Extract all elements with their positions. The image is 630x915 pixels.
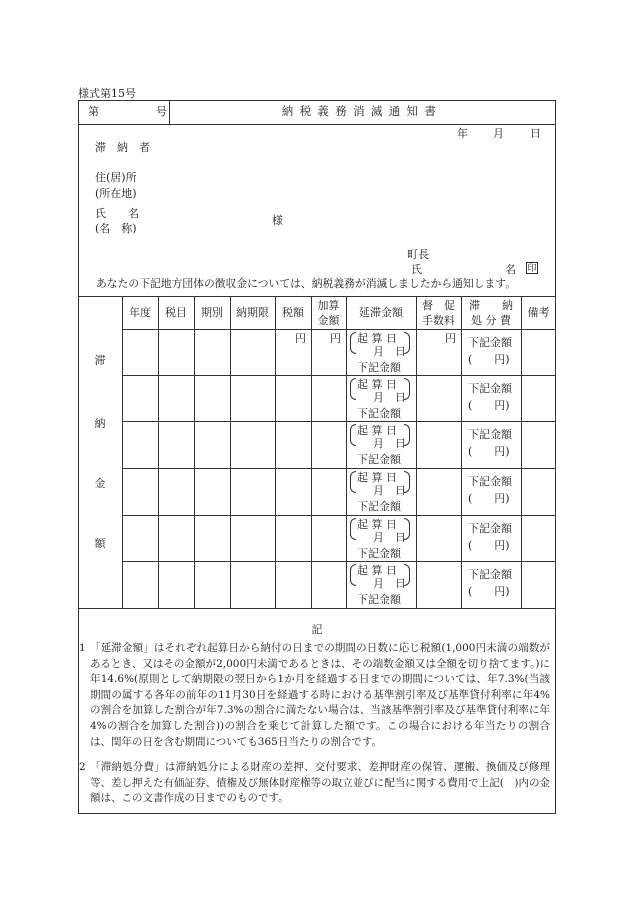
header-entai: 延滞金額: [359, 306, 403, 319]
shobun-kaki: 下記金額: [468, 382, 512, 395]
entai-tsukihi: 月 日: [373, 484, 406, 497]
shobun-kaki: 下記金額: [468, 336, 512, 349]
notice-statement: あなたの下記地方団体の徴収金については、納税義務が消滅しましたから通知します。: [96, 277, 516, 290]
entai-kisan: 起 算 日: [357, 564, 397, 577]
header-zeigaku: 税額: [282, 306, 304, 319]
side-label-char: 額: [94, 537, 106, 550]
form-number-label: 様式第15号: [78, 87, 136, 100]
header-kasan-1: 加算: [317, 299, 340, 312]
entai-kaki: 下記金額: [357, 453, 401, 466]
header-biko: 備考: [527, 306, 550, 319]
shobun-paren: ( 円): [468, 445, 510, 458]
entai-kaki: 下記金額: [357, 407, 401, 420]
shobun-kaki: 下記金額: [468, 428, 512, 441]
header-shobun-2: 処 分 費: [471, 314, 511, 327]
number-go: 号: [156, 105, 167, 118]
entai-kisan: 起 算 日: [357, 518, 397, 531]
shobun-paren: ( 円): [468, 353, 510, 366]
town-chief-label: 町長: [407, 248, 429, 261]
unit-yen-kasan: 円: [330, 332, 341, 345]
header-kibetsu: 期別: [201, 306, 223, 319]
entai-tsukihi: 月 日: [373, 577, 406, 590]
name-sub-label: (名 称): [95, 222, 137, 235]
side-label-char: 納: [94, 417, 106, 430]
entai-kisan: 起 算 日: [357, 332, 397, 345]
seal-stamp: 印: [527, 264, 537, 274]
header-zeimoku: 税目: [165, 306, 187, 319]
header-divider: [78, 124, 556, 125]
sender-shi: 氏: [411, 263, 422, 276]
shobun-kaki: 下記金額: [468, 522, 512, 535]
address-sub-label: (所在地): [95, 187, 137, 200]
header-nendo: 年度: [129, 306, 151, 319]
note-number: 1: [79, 642, 86, 654]
unit-yen-zeigaku: 円: [295, 332, 306, 345]
date-year: 年: [457, 127, 468, 140]
document-title: 納税義務消滅通知書: [281, 104, 443, 118]
entai-kaki: 下記金額: [357, 500, 401, 513]
note-item-1: [79, 641, 550, 750]
shobun-paren: ( 円): [468, 492, 510, 505]
shobun-paren: ( 円): [468, 585, 510, 598]
note-text: 「延滞金額」はそれぞれ起算日から納付の日までの期間の日数に応じ税額(1,000円未満の端数があるとき、又はその金額が2,000円未満であるときは、その端数金額又は全額を切り捨てます。)に年14.6%(原則として納期限の翌日から1か月を経過する日までの期間については、年7.3%(当該期間の属する各年の前年の11月30日を経過する時における基準割引率及び基準貸付利率に年4%の割合を加算した割合が年7.3%の割合に満たない場合は、当該基準割引率及び基準貸付利率に年4%の割合を加算した割合))の割合を乗じて計算した額です。この場合における年当たりの割合は、閏年の日を含む期間についても365日当たりの割合です。: [90, 642, 550, 748]
entai-kisan: 起 算 日: [357, 471, 397, 484]
table-top-border: [78, 296, 556, 297]
entai-kisan: 起 算 日: [357, 378, 397, 391]
entai-kaki: 下記金額: [357, 593, 401, 606]
table-bottom-border: [78, 608, 556, 609]
header-nokigen: 納期限: [236, 306, 269, 319]
entai-kaki: 下記金額: [357, 361, 401, 374]
shobun-paren: ( 円): [468, 399, 510, 412]
date-month: 月: [493, 127, 504, 140]
entai-tsukihi: 月 日: [373, 391, 406, 404]
entai-tsukihi: 月 日: [373, 531, 406, 544]
entai-tsukihi: 月 日: [373, 345, 406, 358]
header-shobun-1: 滞 納: [469, 299, 513, 312]
header-tokusoku-1: 督 促: [422, 299, 455, 312]
header-kasan-2: 金額: [317, 314, 340, 327]
name-label: 氏 名: [95, 207, 139, 220]
header-tokusoku-2: 手数料: [422, 314, 455, 327]
unit-yen-tokusoku: 円: [445, 332, 456, 345]
notes-heading: 記: [311, 623, 323, 636]
sender-mei: 名: [505, 263, 516, 276]
delinquent-label: 滞 納 者: [95, 141, 150, 154]
honorific-sama: 様: [272, 214, 283, 227]
shobun-kaki: 下記金額: [468, 475, 512, 488]
entai-tsukihi: 月 日: [373, 437, 406, 450]
note-item-2: [79, 760, 550, 807]
entai-kaki: 下記金額: [357, 547, 401, 560]
note-text: 「滞納処分費」は滞納処分による財産の差押、交付要求、差押財産の保管、運搬、換価及び修理等、差し押えた有価証券、債権及び無体財産権等の取立並びに配当に関する費用で上記( )内の金額は、この文書作成の日までのものです。: [90, 761, 550, 805]
shobun-paren: ( 円): [468, 539, 510, 552]
entai-kisan: 起 算 日: [357, 424, 397, 437]
side-label-char: 金: [94, 477, 106, 490]
side-label-char: 滞: [94, 354, 106, 367]
shobun-kaki: 下記金額: [468, 568, 512, 581]
address-label: 住(居)所: [95, 171, 137, 184]
number-dai: 第: [88, 105, 99, 118]
note-number: 2: [79, 761, 86, 773]
date-day: 日: [530, 127, 541, 140]
